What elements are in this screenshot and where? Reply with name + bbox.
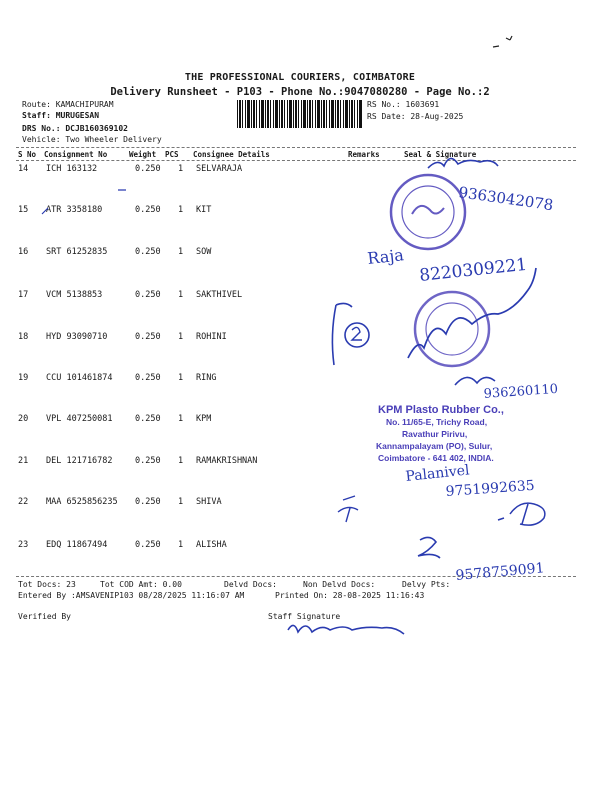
stamp-line: No. 11/65-E, Trichy Road, [386, 417, 488, 427]
row-consignment: VCM 5138853 [46, 290, 103, 300]
row-weight: 0.250 [135, 164, 161, 174]
row-consignment: MAA 6525856235 [46, 497, 118, 507]
handwritten-number: 8220309221 [418, 254, 529, 286]
row-pcs: 1 [178, 497, 184, 507]
row-consignment: EDQ 11867494 [46, 540, 108, 550]
row-weight: 0.250 [135, 540, 161, 550]
row-consignment: ICH 163132 [46, 164, 98, 174]
tot-cod: Tot COD Amt: 0.00 [100, 580, 182, 589]
rs-number: RS No.: 1603691 [367, 100, 440, 109]
row-sno: 20 [18, 414, 29, 424]
row-consignment: ATR 3358180 [46, 205, 103, 215]
row-weight: 0.250 [135, 247, 161, 257]
row-sno: 21 [18, 456, 29, 466]
row-consignee: SHIVA [196, 497, 222, 507]
handwritten-name: Palanivel [404, 462, 471, 485]
row-consignee: SAKTHIVEL [196, 290, 243, 300]
row-weight: 0.250 [135, 456, 161, 466]
col-consignment: Consignment No [44, 150, 108, 159]
handwritten-number: 9751992635 [445, 477, 536, 500]
row-sno: 23 [18, 540, 29, 550]
corner-mark [493, 36, 512, 47]
row-pcs: 1 [178, 373, 184, 383]
signature [42, 190, 126, 214]
stamp-line: Kannampalayam (PO), Sulur, [376, 441, 493, 451]
row-pcs: 1 [178, 540, 184, 550]
row-sno: 22 [18, 497, 29, 507]
row-consignee: SOW [196, 247, 212, 257]
drs-number: DRS No.: DCJB160369102 [22, 124, 128, 133]
row-weight: 0.250 [135, 290, 161, 300]
staff-label: Staff: MURUGESAN [22, 111, 100, 120]
handwritten-number: 9578759091 [454, 560, 546, 584]
row-consignee: ALISHA [196, 540, 227, 550]
row-pcs: 1 [178, 247, 184, 257]
row-consignment: SRT 61252835 [46, 247, 108, 257]
row-consignment: CCU 101461874 [46, 373, 113, 383]
signature [288, 625, 404, 634]
row-sno: 16 [18, 247, 29, 257]
row-consignee: RAMAKRISHNAN [196, 456, 258, 466]
row-pcs: 1 [178, 456, 184, 466]
row-sno: 18 [18, 332, 29, 342]
delvy-pts: Delvy Pts: [402, 580, 451, 589]
verified-by: Verified By [18, 612, 71, 621]
row-pcs: 1 [178, 290, 184, 300]
row-sno: 15 [18, 205, 29, 215]
signature [498, 503, 545, 525]
row-consignment: VPL 407250081 [46, 414, 113, 424]
entered-by: Entered By :AMSAVENIP103 08/28/2025 11:16:07 AM [18, 591, 245, 600]
handwritten-number: 9363042078 [457, 183, 555, 215]
signature [455, 377, 495, 385]
signature [418, 537, 440, 558]
vehicle-label: Vehicle: Two Wheeler Delivery [22, 135, 162, 144]
row-consignee: KIT [196, 205, 212, 215]
row-pcs: 1 [178, 205, 184, 215]
row-consignment: HYD 93090710 [46, 332, 108, 342]
signature [332, 303, 352, 365]
row-consignee: KPM [196, 414, 212, 424]
stamp-line: Coimbatore - 641 402, INDIA. [378, 453, 494, 463]
stamp-line: Ravathur Pirivu, [402, 429, 468, 439]
row-weight: 0.250 [135, 205, 161, 215]
row-sno: 17 [18, 290, 29, 300]
tot-docs: Tot Docs: 23 [18, 580, 76, 589]
row-consignee: RING [196, 373, 217, 383]
col-seal: Seal & Signature [404, 150, 477, 159]
col-pcs: PCS [165, 150, 179, 159]
row-weight: 0.250 [135, 373, 161, 383]
signature [352, 327, 362, 340]
staff-signature-label: Staff Signature [268, 612, 341, 621]
signature [338, 496, 358, 522]
col-consignee: Consignee Details [193, 150, 270, 159]
row-weight: 0.250 [135, 332, 161, 342]
row-pcs: 1 [178, 414, 184, 424]
delvd-docs: Delvd Docs: [224, 580, 277, 589]
rs-date: RS Date: 28-Aug-2025 [367, 112, 464, 121]
stamp-line: KPM Plasto Rubber Co., [378, 404, 504, 416]
row-consignee: ROHINI [196, 332, 227, 342]
row-consignee: SELVARAJA [196, 164, 243, 174]
non-delvd-docs: Non Delvd Docs: [303, 580, 376, 589]
round-seal [415, 292, 489, 366]
row-consignment: DEL 121716782 [46, 456, 113, 466]
handwritten-number: 936260110 [483, 381, 559, 402]
runsheet-subtitle: Delivery Runsheet - P103 - Phone No.:9047080280 - Page No.:2 [110, 86, 490, 98]
row-weight: 0.250 [135, 414, 161, 424]
signature [428, 158, 498, 168]
col-sno: S No [18, 150, 37, 159]
row-sno: 14 [18, 164, 29, 174]
row-pcs: 1 [178, 332, 184, 342]
route-label: Route: KAMACHIPURAM [22, 100, 114, 109]
round-seal [391, 175, 465, 249]
row-weight: 0.250 [135, 497, 161, 507]
row-sno: 19 [18, 373, 29, 383]
col-weight: Weight [129, 150, 157, 159]
col-remarks: Remarks [348, 150, 380, 159]
handwritten-name: Raja [366, 245, 405, 268]
row-pcs: 1 [178, 164, 184, 174]
printed-on: Printed On: 28-08-2025 11:16:43 [275, 591, 425, 600]
company-title: THE PROFESSIONAL COURIERS, COIMBATORE [184, 72, 416, 83]
